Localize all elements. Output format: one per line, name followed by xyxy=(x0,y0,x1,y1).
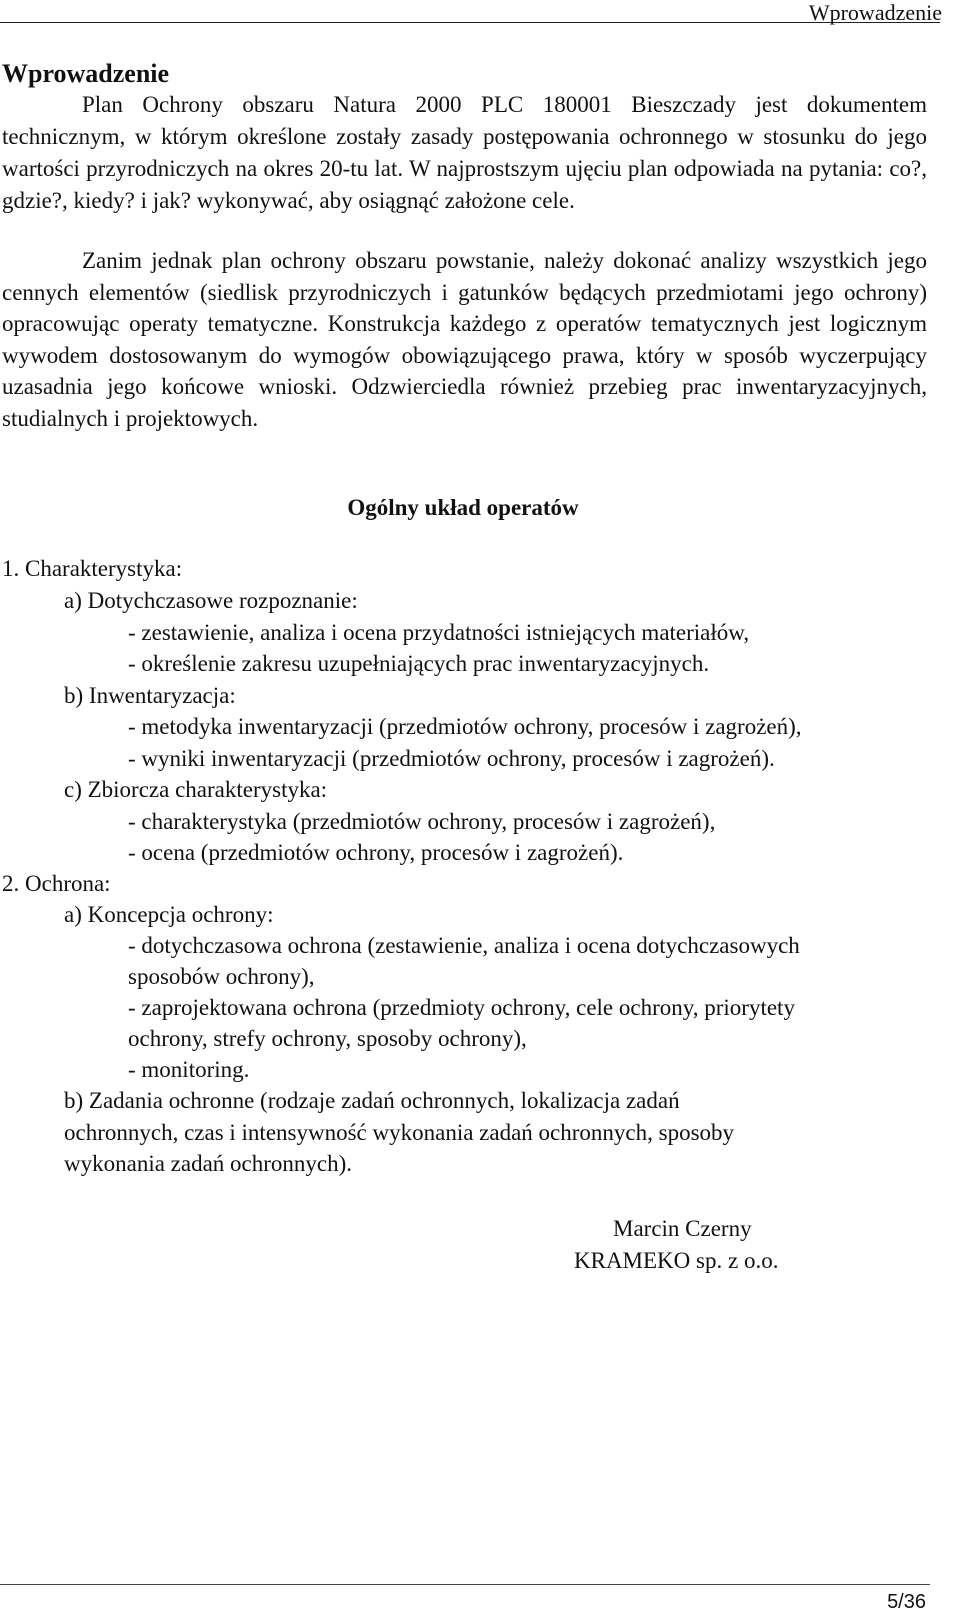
outline-heading: Ogólny układ operatów xyxy=(347,495,579,520)
outline-section-1b: b) Inwentaryzacja: xyxy=(64,683,236,708)
outline-section-1c: c) Zbiorcza charakterystyka: xyxy=(64,777,328,802)
outline-item: - dotychczasowa ochrona (zestawienie, analiza i ocena dotychczasowych xyxy=(128,933,800,958)
outline-item: - metodyka inwentaryzacji (przedmiotów ochrony, procesów i zagrożeń), xyxy=(128,714,802,739)
header-rule xyxy=(0,22,940,23)
signature-name: Marcin Czerny xyxy=(613,1216,752,1241)
running-header: Wprowadzenie xyxy=(808,0,942,25)
outline-section-1a: a) Dotychczasowe rozpoznanie: xyxy=(64,588,358,613)
intro-paragraph-1: Plan Ochrony obszaru Natura 2000 PLC 180001 Bieszczady jest dokumentem technicznym, w którym określone zostały zasady postępowania ochronnego w stosunku do jego wartości przyrodniczych na okres 20-tu lat. W najprostszym ujęciu plan odpowiada na pytania: co?, gdzie?, kiedy? i jak? wykonywać, aby osiągnąć założone cele. xyxy=(2,92,927,213)
outline-section-2b: b) Zadania ochronne (rodzaje zadań ochronnych, lokalizacja zadań xyxy=(64,1088,680,1113)
outline-section-2b: wykonania zadań ochronnych). xyxy=(64,1151,353,1176)
outline-item: - wyniki inwentaryzacji (przedmiotów ochrony, procesów i zagrożeń). xyxy=(128,746,775,771)
outline-item: ochrony, strefy ochrony, sposoby ochrony), xyxy=(128,1026,527,1051)
outline-section-2a: a) Koncepcja ochrony: xyxy=(64,902,274,927)
outline-item: - monitoring. xyxy=(128,1057,250,1082)
outline-item: sposobów ochrony), xyxy=(128,964,315,989)
footer-rule xyxy=(0,1584,930,1585)
outline-section-2: 2. Ochrona: xyxy=(2,871,111,896)
outline-section-2b: ochronnych, czas i intensywność wykonania zadań ochronnych, sposoby xyxy=(64,1120,735,1145)
outline-section-1: 1. Charakterystyka: xyxy=(2,556,183,581)
document-title: Wprowadzenie xyxy=(2,59,170,88)
outline-item: - zestawienie, analiza i ocena przydatności istniejących materiałów, xyxy=(128,620,750,645)
outline-item: - charakterystyka (przedmiotów ochrony, procesów i zagrożeń), xyxy=(128,809,716,834)
page-number: 5/36 xyxy=(887,1591,926,1613)
signature-company: KRAMEKO sp. z o.o. xyxy=(574,1248,779,1273)
outline-item: - określenie zakresu uzupełniających prac inwentaryzacyjnych. xyxy=(128,651,710,676)
outline-item: - ocena (przedmiotów ochrony, procesów i zagrożeń). xyxy=(128,840,624,865)
outline-item: - zaprojektowana ochrona (przedmioty ochrony, cele ochrony, priorytety xyxy=(128,995,795,1020)
intro-paragraph-2: Zanim jednak plan ochrony obszaru powstanie, należy dokonać analizy wszystkich jego cennych elementów (siedlisk przyrodniczych i gatunków będących przedmiotami jego ochrony) opracowując operaty tematyczne. Konstrukcja każdego z operatów tematycznych jest logicznym wywodem dostosowanym do wymogów obowiązującego prawa, który w sposób wyczerpujący uzasadnia jego końcowe wnioski. Odzwierciedla również przebieg prac inwentaryzacyjnych, studialnych i projektowych. xyxy=(2,248,927,431)
